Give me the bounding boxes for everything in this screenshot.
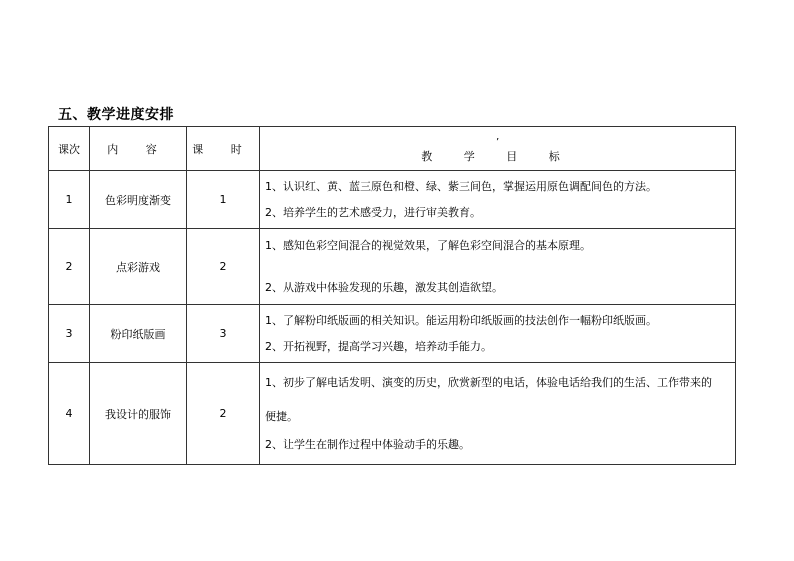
section-title: 五、教学进度安排 <box>58 107 174 123</box>
lesson-number: 4 <box>49 363 90 465</box>
table-row <box>49 305 736 363</box>
goal-line: 便捷。 <box>265 409 298 423</box>
lesson-goals <box>260 363 736 465</box>
header-content-label: 内 容 <box>107 142 169 156</box>
header-goal <box>260 127 736 171</box>
lesson-content: 点彩游戏 <box>90 229 187 305</box>
header-lesson-no: 课次 <box>49 127 90 171</box>
lesson-content: 粉印纸版画 <box>90 305 187 363</box>
teaching-schedule-table <box>48 126 736 465</box>
goal-line: 2、培养学生的艺术感受力，进行审美教育。 <box>265 205 481 219</box>
goal-line: 1、认识红、黄、蓝三原色和橙、绿、紫三间色，掌握运用原色调配间色的方法。 <box>265 179 657 193</box>
lesson-hours: 1 <box>187 171 260 229</box>
lesson-number: 1 <box>49 171 90 229</box>
lesson-hours: 3 <box>187 305 260 363</box>
header-hours <box>187 127 260 171</box>
lesson-hours: 2 <box>187 229 260 305</box>
goal-line: 2、从游戏中体验发现的乐趣，激发其创造欲望。 <box>265 280 503 294</box>
header-goal-label: 教 学 目 标 <box>421 149 574 163</box>
lesson-content: 色彩明度渐变 <box>90 171 187 229</box>
header-content <box>90 127 187 171</box>
goal-line: 1、感知色彩空间混合的视觉效果，了解色彩空间混合的基本原理。 <box>265 238 591 252</box>
lesson-number: 3 <box>49 305 90 363</box>
lesson-number: 2 <box>49 229 90 305</box>
header-hours-label: 课 时 <box>192 142 254 156</box>
lesson-goals <box>260 171 736 229</box>
goal-line: 2、开拓视野，提高学习兴趣，培养动手能力。 <box>265 339 492 353</box>
lesson-goals <box>260 229 736 305</box>
goal-line: 1、初步了解电话发明、演变的历史，欣赏新型的电话，体验电话给我们的生活、工作带来的 <box>265 375 712 389</box>
header-goal-mark: ’ <box>496 136 500 148</box>
table-row <box>49 229 736 305</box>
lesson-goals <box>260 305 736 363</box>
table-row <box>49 363 736 465</box>
goal-line: 1、了解粉印纸版画的相关知识。能运用粉印纸版画的技法创作一幅粉印纸版画。 <box>265 313 657 327</box>
goal-line: 2、让学生在制作过程中体验动手的乐趣。 <box>265 437 470 451</box>
lesson-hours: 2 <box>187 363 260 465</box>
lesson-content: 我设计的服饰 <box>90 363 187 465</box>
table-header-row <box>49 127 736 171</box>
table-row <box>49 171 736 229</box>
